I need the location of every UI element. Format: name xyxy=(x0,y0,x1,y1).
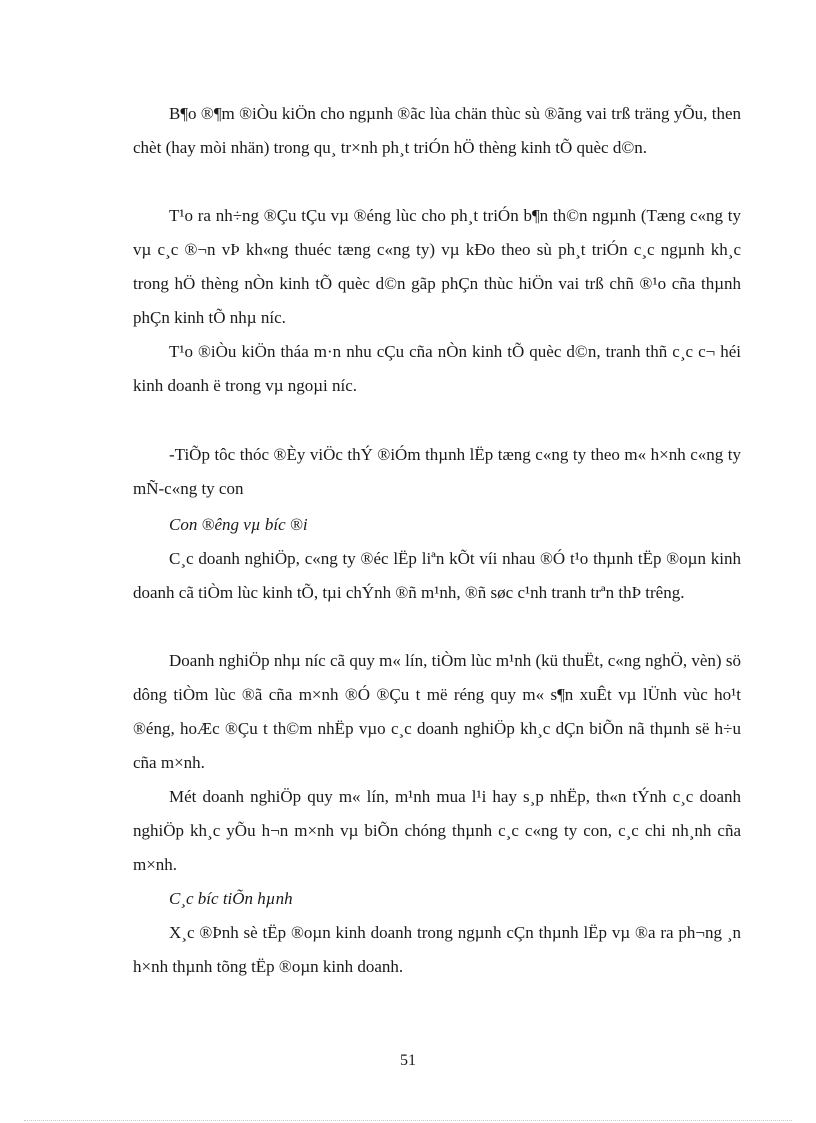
paragraph: C¸c doanh nghiÖp, c«ng ty ®éc lËp liªn kÕt víi nhau ®Ó t¹o thµnh tËp ®oµn kinh doanh cã tiÒm lùc kinh tÕ, tµi chÝnh ®ñ m¹nh, ®ñ søc c¹nh tranh trªn thÞ trêng. xyxy=(133,549,741,602)
paragraph: Mét doanh nghiÖp quy m« lín, m¹nh mua l¹i hay s¸p nhËp, th«n tÝnh c¸c doanh nghiÖp kh¸c yÕu h¬n m×nh vµ biÕn chóng thµnh c¸c c«ng ty con, c¸c chi nh¸nh cña m×nh. xyxy=(133,787,741,874)
page-bottom-rule xyxy=(24,1120,792,1121)
paragraph: Doanh nghiÖp nhµ níc cã quy m« lín, tiÒm lùc m¹nh (kü thuËt, c«ng nghÖ, vèn) sö dông tiÒm lùc ®ã cña m×nh ®Ó ®Çu t më réng quy m« s¶n xuÊt vµ lÜnh vùc ho¹t ®éng, hoÆc ®Çu t th©m nhËp vµo c¸c doanh nghiÖp kh¸c dÇn biÕn nã thµnh së h÷u cña m×nh. xyxy=(133,651,741,772)
section-heading: C¸c bíc tiÕn hµnh xyxy=(169,889,293,908)
page-number: 51 xyxy=(400,1052,416,1069)
paragraph: T¹o ra nh÷ng ®Çu tÇu vµ ®éng lùc cho ph¸t triÓn b¶n th©n ngµnh (Tæng c«ng ty vµ c¸c ®¬n vÞ kh«ng thuéc tæng c«ng ty) vµ kÐo theo sù ph¸t triÓn c¸c ngµnh kh¸c trong hÖ thèng nÒn kinh tÕ quèc d©n gãp phÇn thùc hiÖn vai trß chñ ®¹o cña thµnh phÇn kinh tÕ nhµ níc. xyxy=(133,206,741,327)
section-heading: Con ®êng vµ bíc ®i xyxy=(169,515,308,534)
paragraph: T¹o ®iÒu kiÖn tháa m·n nhu cÇu cña nÒn kinh tÕ quèc d©n, tranh thñ c¸c c¬ héi kinh doanh ë trong vµ ngoµi níc. xyxy=(133,342,741,395)
paragraph: B¶o ®¶m ®iÒu kiÖn cho ngµnh ®ãc lùa chän thùc sù ®ãng vai trß träng yÕu, then chèt (hay mòi nhän) trong qu¸ tr×nh ph¸t triÓn hÖ thèng kinh tÕ quèc d©n. xyxy=(133,104,741,157)
bullet-item: -TiÕp tôc thóc ®Èy viÖc thÝ ®iÓm thµnh lËp tæng c«ng ty theo m« h×nh c«ng ty mÑ-c«ng ty con xyxy=(133,445,741,498)
paragraph: X¸c ®Þnh sè tËp ®oµn kinh doanh trong ngµnh cÇn thµnh lËp vµ ®a ra ph¬ng ¸n h×nh thµnh tõng tËp ®oµn kinh doanh. xyxy=(133,923,741,976)
